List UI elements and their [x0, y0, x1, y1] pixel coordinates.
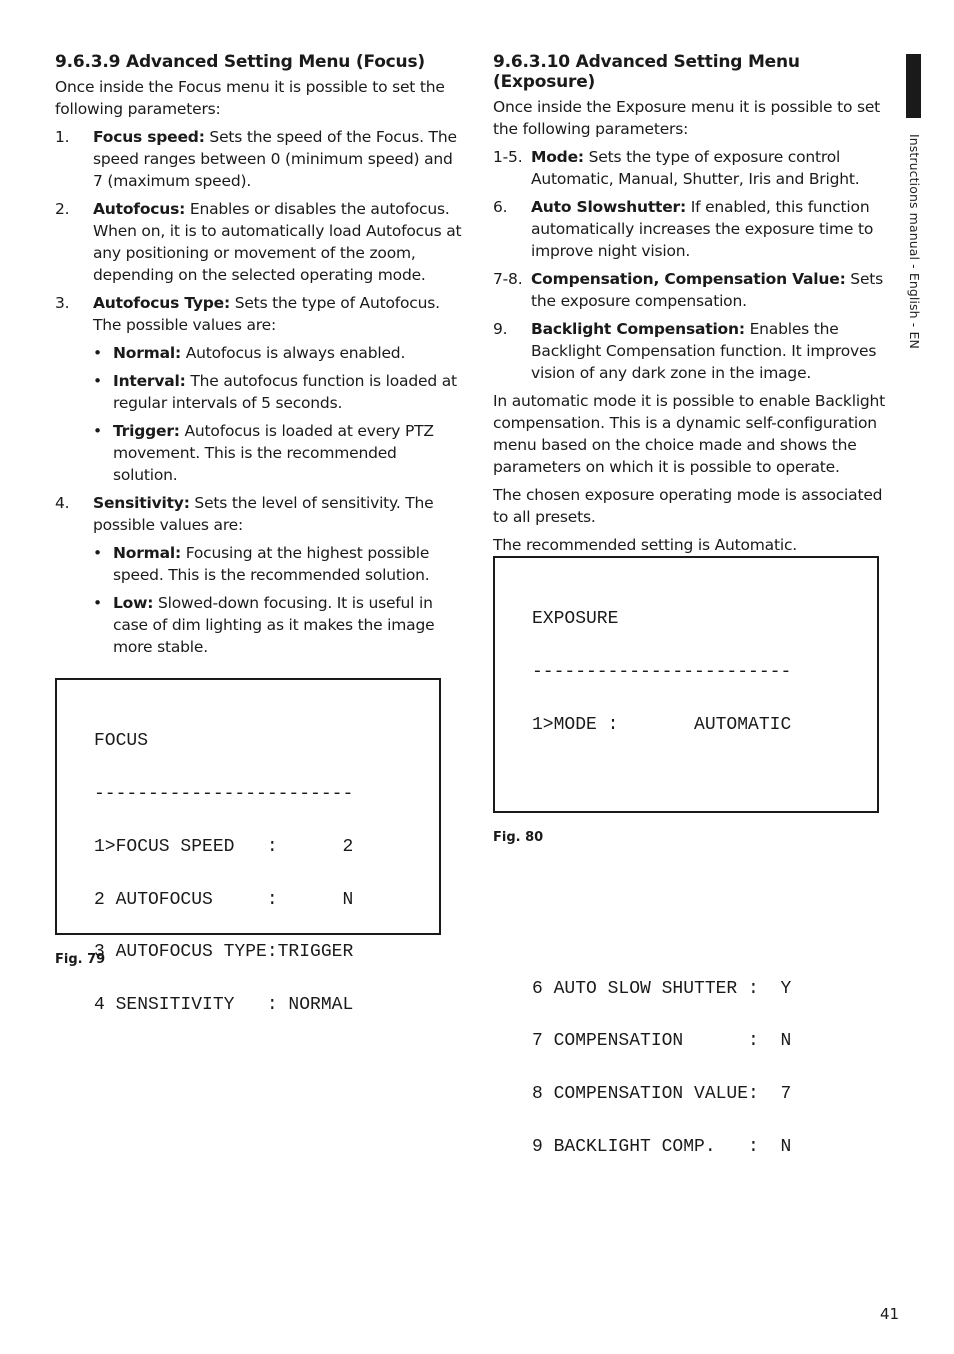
list-item: [493, 146, 898, 190]
list-item: [55, 126, 465, 192]
bullet-term: Trigger:: [113, 422, 180, 440]
osd-line: [532, 928, 877, 946]
bullet-term: Low:: [113, 594, 154, 612]
osd-line: 4 SENSITIVITY : NORMAL: [94, 995, 354, 1016]
page-number: 41: [880, 1305, 900, 1323]
bullet-item: [55, 542, 465, 586]
bullet-term: Normal:: [113, 544, 181, 562]
osd-line: 7 COMPENSATION : N: [532, 1031, 792, 1052]
osd-line: 6 AUTO SLOW SHUTTER : Y: [532, 978, 792, 999]
bullet-term: Interval:: [113, 372, 186, 390]
item-term: Auto Slowshutter:: [531, 198, 686, 216]
item-term: Focus speed:: [93, 128, 205, 146]
bullet-dot: •: [93, 372, 102, 390]
bullet-dot: •: [93, 544, 102, 562]
list-item: [55, 492, 465, 536]
section-heading-focus: 9.6.3.9 Advanced Setting Menu (Focus): [55, 52, 425, 72]
osd-line: [532, 822, 877, 840]
list-item: [493, 268, 898, 312]
bullet-item: [55, 420, 465, 486]
bullet-item: [55, 592, 465, 658]
bullet-item: [55, 370, 465, 414]
bullet-text: Slowed-down focusing. It is useful in case of dim lighting as it makes the image more stable.: [113, 594, 435, 656]
section-heading-exposure: 9.6.3.10 Advanced Setting Menu (Exposure): [493, 52, 800, 92]
item-number: 9.: [493, 320, 508, 338]
bullet-dot: •: [93, 344, 102, 362]
item-term: Autofocus Type:: [93, 294, 230, 312]
osd-line: 9 BACKLIGHT COMP. : N: [532, 1137, 792, 1157]
osd-line: ------------------------: [532, 661, 792, 682]
list-item: [55, 292, 465, 336]
bullet-text: Focusing at the highest possible speed. This is the recommended solution.: [113, 544, 430, 584]
item-term: Autofocus:: [93, 200, 186, 218]
item-number: 3.: [55, 294, 70, 312]
item-number: 2.: [55, 200, 70, 218]
left-column: [55, 50, 465, 664]
item-number: 6.: [493, 198, 508, 216]
bullet-text: Autofocus is loaded at every PTZ movement. This is the recommended solution.: [113, 422, 434, 484]
item-number: 1.: [55, 128, 70, 146]
osd-line: ------------------------: [94, 783, 354, 804]
osd-line: 8 COMPENSATION VALUE: 7: [532, 1084, 792, 1105]
item-number: 1-5.: [493, 148, 523, 166]
osd-line: EXPOSURE: [532, 609, 619, 630]
item-text: Sets the type of exposure control Automatic, Manual, Shutter, Iris and Bright.: [531, 148, 860, 188]
bullet-text: The autofocus function is loaded at regular intervals of 5 seconds.: [113, 372, 457, 412]
side-label: Instructions manual - English - EN: [907, 134, 922, 349]
bullet-dot: •: [93, 594, 102, 612]
osd-line: [532, 875, 877, 893]
item-text: Sets the type of Autofocus. The possible values are:: [93, 294, 440, 334]
figure-caption-79: Fig. 79: [55, 952, 106, 967]
item-term: Sensitivity:: [93, 494, 190, 512]
list-item: [493, 318, 898, 384]
item-text: Enables or disables the autofocus. When on, it is to automatically load Autofocus at any positioning or movement of the zoom, depending on the selected operating mode.: [93, 200, 462, 284]
bullet-dot: •: [93, 422, 102, 440]
list-item: [55, 198, 465, 286]
osd-line: 1>MODE : AUTOMATIC: [532, 714, 792, 735]
paragraph: The recommended setting is Automatic.: [493, 536, 798, 554]
bullet-item: [55, 342, 465, 364]
paragraph: In automatic mode it is possible to enable Backlight compensation. This is a dynamic self-configuration menu based on the choice made and shows the parameters on which it is possible to operate.: [493, 392, 886, 476]
item-text: If enabled, this function automatically increases the exposure time to improve night vision.: [531, 198, 874, 260]
item-text: Sets the exposure compensation.: [531, 270, 884, 310]
item-term: Mode:: [531, 148, 584, 166]
item-term: Backlight Compensation:: [531, 320, 745, 338]
item-term: Compensation, Compensation Value:: [531, 270, 846, 288]
paragraph: The chosen exposure operating mode is associated to all presets.: [493, 486, 883, 526]
item-number: 4.: [55, 494, 70, 512]
osd-line: [532, 770, 877, 788]
bullet-term: Normal:: [113, 344, 181, 362]
focus-intro: Once inside the Focus menu it is possible to set the following parameters:: [55, 78, 445, 118]
item-text: Sets the level of sensitivity. The possible values are:: [93, 494, 434, 534]
osd-line: 3 AUTOFOCUS TYPE:TRIGGER: [94, 942, 354, 963]
item-number: 7-8.: [493, 270, 523, 288]
exposure-intro: Once inside the Exposure menu it is possible to set the following parameters:: [493, 98, 881, 138]
item-text: Enables the Backlight Compensation function. It improves vision of any dark zone in the image.: [531, 320, 877, 382]
chapter-tab-marker: [906, 54, 921, 118]
right-column: [493, 50, 898, 562]
figure-caption-80: Fig. 80: [493, 830, 544, 845]
list-item: [493, 196, 898, 262]
osd-line: FOCUS: [94, 731, 149, 752]
osd-line: 2 AUTOFOCUS : N: [94, 889, 354, 910]
osd-line: 1>FOCUS SPEED : 2: [94, 836, 354, 857]
item-text: Sets the speed of the Focus. The speed ranges between 0 (minimum speed) and 7 (maximum speed).: [93, 128, 457, 190]
bullet-text: Autofocus is always enabled.: [181, 344, 406, 362]
